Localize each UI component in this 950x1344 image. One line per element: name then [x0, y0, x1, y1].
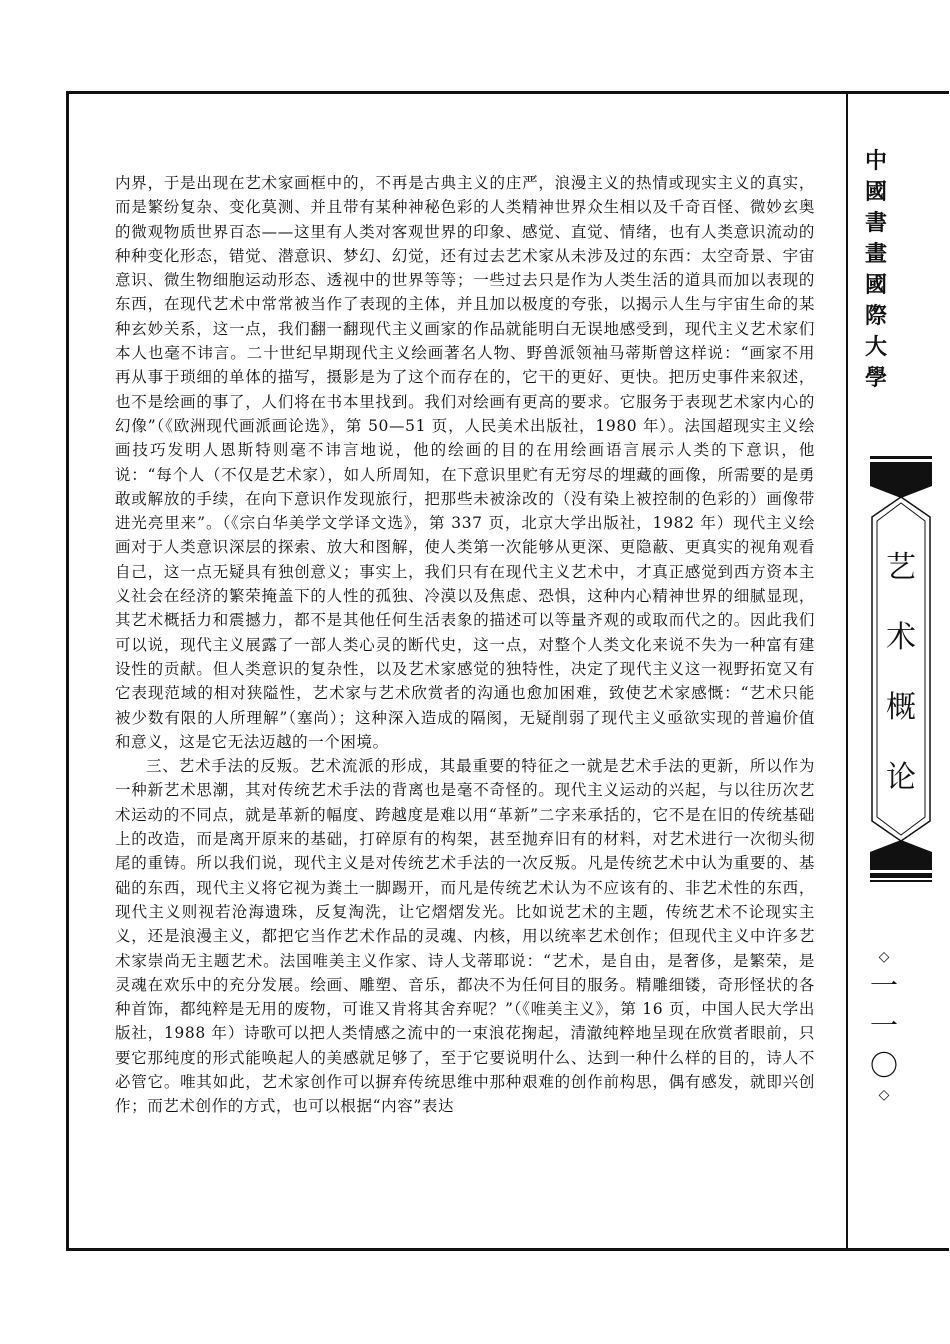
- title-banner-top-ornament: [870, 456, 932, 498]
- university-char: 大: [864, 334, 887, 360]
- book-title-char: 术: [886, 620, 916, 655]
- university-name-vertical: [861, 146, 891, 394]
- university-char: 中: [864, 148, 887, 174]
- paragraph-2: 三、艺术手法的反叛。艺术流派的形成，其最重要的特征之一就是艺术手法的更新，所以作为一种新艺术思潮，其对传统艺术手法的背离也是毫不奇怪的。现代主义运动的兴起，与以往历次艺术运动的不同点，就是革新的幅度、跨越度是难以用“革新”二字来承括的，它不是在旧的传统基础上的改造，而是离开原来的基础，打碎原有的构架，甚至抛弃旧有的材料，对艺术进行一次彻头彻尾的重铸。所以我们说，现代主义是对传统艺术手法的一次反叛。凡是传统艺术中认为重要的、基础的东西，现代主义将它视为粪土一脚踢开，而凡是传统艺术认为不应该有的、非艺术性的东西，现代主义则视若沧海遗珠，反复淘洗，让它熠熠发光。比如说艺术的主题，传统艺术不论现实主义，还是浪漫主义，都把它当作艺术作品的灵魂、内核，用以统率艺术创作；但现代主义中许多艺术家崇尚无主题艺术。法国唯美主义作家、诗人戈蒂耶说：“艺术，是自由，是奢侈，是繁荣，是灵魂在欢乐中的充分发展。绘画、雕塑、音乐，都决不为任何目的服务。精雕细镂，奇形怪状的各种首饰，都纯粹是无用的废物，可谁又肯将其舍弃呢？”（《唯美主义》，第 16 页，中国人民大学出版社，1988 年）诗歌可以把人类情感之流中的一束浪花掬起，清澈纯粹地呈现在欣赏者眼前，只要它那纯度的形式能唤起人的美感就足够了，至于它要说明什么、达到一种什么样的目的，诗人不必管它。唯其如此，艺术家创作可以摒弃传统思维中那种艰难的创作前构思，偶有感发，就即兴创作；而艺术创作的方式，也可以根据“内容”表达: [115, 757, 815, 1116]
- body-text: [115, 171, 815, 1119]
- university-char: 書: [864, 210, 887, 236]
- book-title-char: 艺: [886, 550, 916, 585]
- page-number-vertical: [866, 948, 902, 1104]
- diamond-icon: ◇: [878, 949, 890, 965]
- book-title-vertical: [870, 533, 932, 813]
- university-char: 畫: [864, 241, 887, 267]
- page-number-digit: 一: [869, 1009, 898, 1042]
- book-title-char: 论: [886, 760, 916, 795]
- paragraph-1: 内界，于是出现在艺术家画框中的，不再是古典主义的庄严，浪漫主义的热情或现实主义的真实，而是繁纷复杂、变化莫测、并且带有某种神秘色彩的人类精神世界众生相以及千奇百怪、微妙玄奥的微观物质世界百态——这里有人类对客观世界的印象、感觉、直觉、情绪，也有人类意识流动的种种变化形态，错觉、潜意识、梦幻、幻觉，还有过去艺术家从未涉及过的东西：太空奇景、宇宙意识、微生物细胞运动形态、透视中的世界等等；一些过去只是作为人类生活的道具而加以表现的东西，在现代艺术中常常被当作了表现的主体，并且加以极度的夸张，以揭示人生与宇宙生命的某种玄妙关系，这一点，我们翻一翻现代主义画家的作品就能明白无误地感受到，现代主义艺术家们本人也毫不讳言。二十世纪早期现代主义绘画著名人物、野兽派领袖马蒂斯曾这样说：“画家不用再从事于琐细的单体的描写，摄影是为了这个而存在的，它干的更好、更快。把历史事件来叙述，也不是绘画的事了，人们将在书本里找到。我们对绘画有更高的要求。它服务于表现艺术家内心的幻像”（《欧洲现代画派画论选》，第 50—51 页，人民美术出版社，1980 年）。法国超现实主义绘画技巧发明人恩斯特则毫不讳言地说，他的绘画的目的在用绘画语言展示人类的下意识，他说：“每个人（不仅是艺术家），如人所周知，在下意识里贮有无穷尽的埋藏的画像，所需要的是勇敢或解放的手续，在向下意识作发现旅行，把那些未被涂改的（没有染上被控制的色彩的）画像带进光亮里来”。（《宗白华美学文学译文选》，第 337 页，北京大学出版社，1982 年）现代主义绘画对于人类意识深层的探索、放大和图解，使人类第一次能够从更深、更隐蔽、更真实的视角观看自己，这一点无疑具有独创意义；事实上，我们只有在现代主义艺术中，才真正感觉到西方资本主义社会在经济的繁荣掩盖下的人性的孤独、冷漠以及焦虑、恐惧，这种内心精神世界的细腻显现，其艺术概括力和震撼力，都不是其他任何生活表象的描述可以等量齐观的或取而代之的。因此我们可以说，现代主义展露了一部人类心灵的断代史，这一点，对整个人类文化来说不失为一种富有建设性的贡献。但人类意识的复杂性，以及艺术家感觉的独特性，决定了现代主义这一视野拓宽又有它表现范域的相对狭隘性，艺术家与艺术欣赏者的沟通也愈加困难，致使艺术家感慨：“艺术只能被少数有限的人所理解”（塞尚）；这种深入造成的隔阂，无疑削弱了现代主义亟欲实现的普遍价值和意义，这是它无法迈越的一个困境。: [115, 174, 815, 751]
- university-char: 國: [864, 272, 887, 298]
- diamond-icon: ◇: [878, 1087, 890, 1103]
- university-char: 際: [864, 303, 887, 329]
- sidebar-divider: [846, 91, 848, 1251]
- university-char: 學: [864, 365, 887, 391]
- university-char: 國: [864, 179, 887, 205]
- title-banner-bottom-ornament: [870, 840, 932, 882]
- page-number-digit: 一: [869, 969, 898, 1002]
- page-number-digit: 〇: [869, 1049, 898, 1082]
- book-title-char: 概: [886, 690, 916, 725]
